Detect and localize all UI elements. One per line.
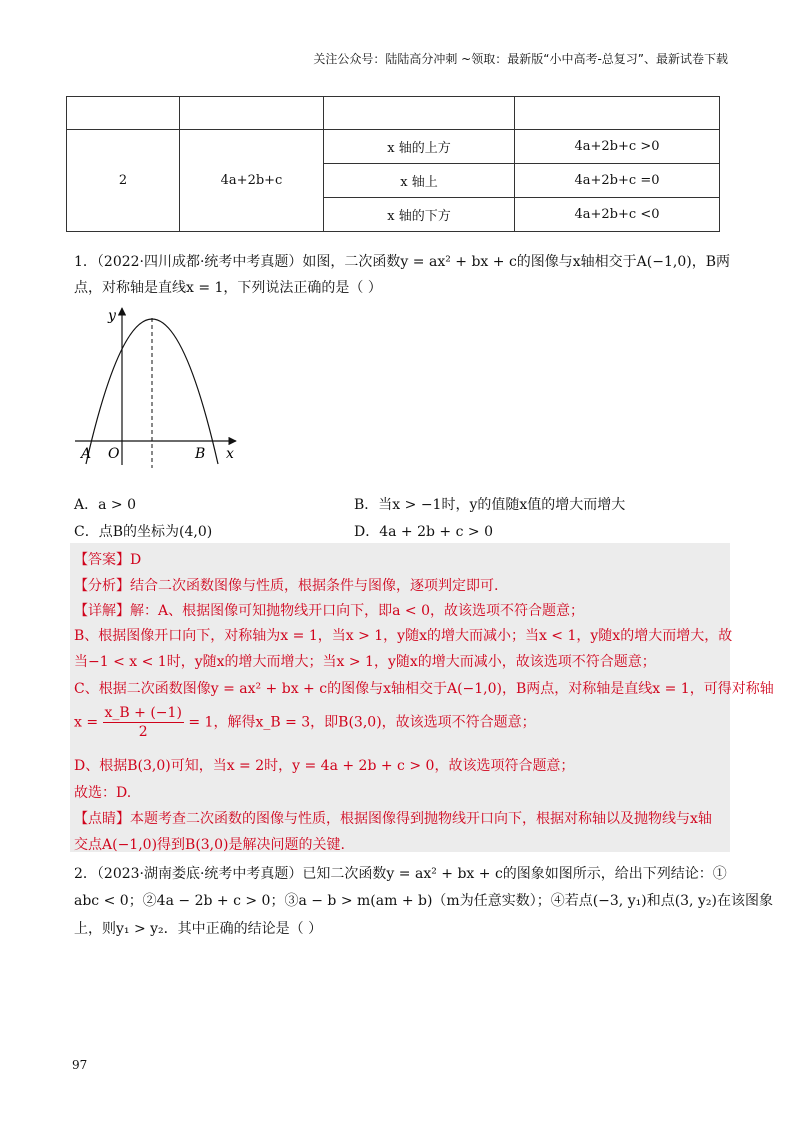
result-cell: 4a+2b+c =0 [515, 164, 720, 198]
result-cell: 4a+2b+c <0 [515, 198, 720, 232]
detail-fraction-line: x = $\frac{x\_B + (-1)}{2}$ = 1，解得x_B = 3，即B(3,0)，故该选项不符合题意； [74, 705, 536, 740]
detail-line: 故选：D. [74, 785, 132, 801]
page-header: 关注公众号：陆陆高分冲刺 ~领取：最新版“小中高考-总复习”、最新试卷下载 [313, 52, 728, 66]
comment-line: 交点A(−1,0)得到B(3,0)是解决问题的关键. [74, 837, 345, 853]
result-cell: 4a+2b+c >0 [515, 130, 720, 164]
q1-option-b: B．当x > −1时，y的值随x值的增大而增大 [354, 497, 626, 513]
q1-stem-line2: 点，对称轴是直线x = 1，下列说法正确的是（ ） [74, 280, 382, 296]
fraction: $\frac{x\_B + (-1)}{2}$ [104, 705, 182, 740]
point-b-label: B [195, 446, 206, 462]
q2-line1: 2．（2023·湖南娄底·统考中考真题）已知二次函数y = ax² + bx + c的图象如图所示，给出下列结论：① [74, 866, 727, 882]
detail-line: 【详解】解：A、根据图像可知抛物线开口向下，即a < 0，故该选项不符合题意； [74, 603, 584, 619]
q2-line2: abc < 0；②4a − 2b + c > 0；③a − b > m(am + b)（m为任意实数）；④若点(−3, y₁)和点(3, y₂)在该图象 [74, 893, 773, 909]
y-label: y [108, 308, 116, 324]
q1-stem-line1: 1．（2022·四川成都·统考中考真题）如图，二次函数y = ax² + bx + c的图像与x轴相交于A(−1,0)，B两 [74, 254, 731, 270]
detail-line: B、根据图像开口向下，对称轴为x = 1，当x > 1，y随x的增大而减小；当x < 1，y随x的增大而增大，故 [74, 628, 733, 644]
q1-option-d: D．4a + 2b + c > 0 [354, 524, 493, 540]
point-a-label: A [81, 446, 92, 462]
detail-line: C、根据二次函数图像y = ax² + bx + c的图像与x轴相交于A(−1,0)，B两点，对称轴是直线x = 1，可得对称轴 [74, 681, 774, 697]
q1-option-a: A．a > 0 [74, 497, 136, 513]
position-cell: x 轴的上方 [324, 130, 515, 164]
q2-line3: 上，则y₁ > y₂．其中正确的结论是（ ） [74, 921, 323, 937]
q1-option-c: C．点B的坐标为(4,0) [74, 524, 213, 540]
position-cell: x 轴的下方 [324, 198, 515, 232]
answer-line: 【答案】D [74, 552, 142, 568]
page-number: 97 [72, 1058, 88, 1072]
parabola-graph [70, 300, 250, 470]
x-label: x [226, 446, 234, 462]
origin-label: O [108, 446, 120, 462]
expression-cell: 4a+2b+c [180, 130, 324, 232]
detail-line: 当−1 < x < 1时，y随x的增大而增大；当x > 1，y随x的增大而减小，故该选项不符合题意； [74, 654, 656, 670]
position-cell: x 轴上 [324, 164, 515, 198]
row-label-cell: 2 [67, 130, 180, 232]
sign-table [66, 96, 720, 232]
table-row [67, 97, 720, 130]
analysis-line: 【分析】结合二次函数图像与性质，根据条件与图像，逐项判定即可. [74, 578, 499, 594]
detail-line: D、根据B(3,0)可知，当x = 2时，y = 4a + 2b + c > 0，故该选项符合题意； [74, 758, 575, 774]
comment-line: 【点睛】本题考查二次函数的图像与性质，根据图像得到抛物线开口向下，根据对称轴以及抛物线与x轴 [74, 811, 712, 827]
table-row [67, 130, 720, 164]
